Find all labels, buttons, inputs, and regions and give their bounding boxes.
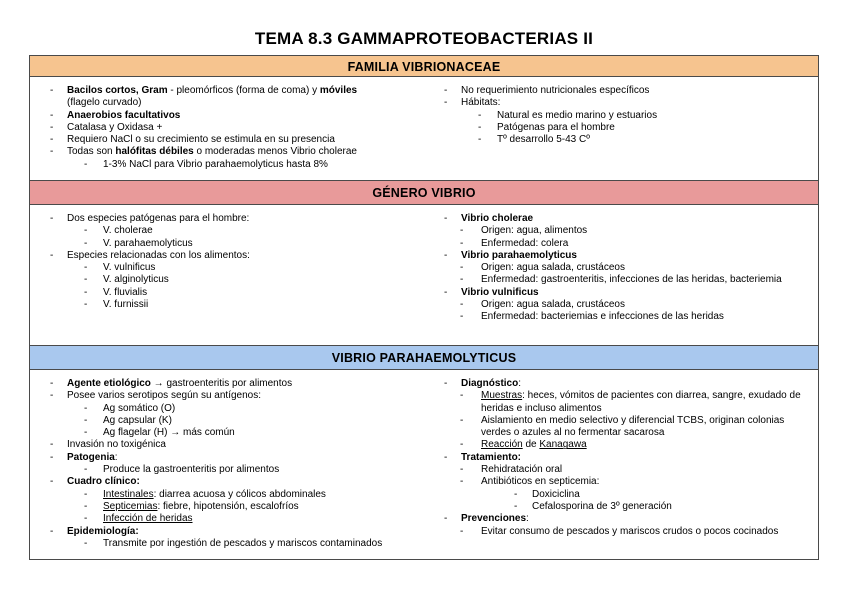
list-item-text: : — [526, 513, 529, 525]
bullet-dash: - — [444, 97, 448, 109]
list-item-text: Requiero NaCl o su crecimiento se estimula en su presencia — [67, 134, 335, 146]
parahaem-left-column — [50, 378, 440, 550]
list-item — [444, 122, 804, 134]
list-item-text: Hábitats: — [461, 97, 501, 109]
list-item-text: Muestras — [481, 390, 523, 402]
list-item-text: Vibrio vulnificus — [461, 286, 539, 298]
bullet-dash: - — [84, 237, 88, 249]
list-item-text: Doxiciclina — [532, 488, 580, 500]
list-item-text: V. furnissii — [103, 299, 149, 311]
bullet-dash: - — [444, 378, 448, 389]
list-item-text: Enfermedad: gastroenteritis, infecciones de las heridas, bacteriemia — [481, 274, 782, 286]
bullet-dash: - — [444, 85, 448, 96]
bullet-dash: - — [84, 513, 88, 525]
bullet-dash: - — [460, 525, 464, 537]
bullet-dash: - — [84, 286, 88, 298]
list-item-text: Enfermedad: colera — [481, 237, 569, 249]
list-item-text: Ag somático (O) — [103, 402, 176, 414]
list-item — [50, 122, 430, 134]
list-item — [444, 526, 806, 538]
list-item-text: Produce la gastroenteritis por alimentos — [103, 464, 280, 476]
bullet-dash: - — [50, 121, 54, 133]
list-item-text: : diarrea acuosa y cólicos abdominales — [153, 488, 326, 500]
section-header-text: VIBRIO PARAHAEMOLYTICUS — [331, 351, 517, 365]
list-item — [444, 390, 806, 415]
bullet-dash: - — [84, 225, 88, 237]
list-item — [50, 85, 430, 97]
list-item-text: V. alginolyticus — [103, 274, 169, 286]
bullet-dash: - — [460, 299, 464, 311]
list-item-text: V. cholerae — [103, 225, 153, 237]
list-item — [444, 225, 806, 237]
section-header-parahaemolyticus — [30, 345, 818, 370]
list-item-text: Ag flagelar (H) → más común — [103, 427, 235, 439]
list-item — [50, 287, 430, 299]
list-item-text: Prevenciones — [461, 513, 527, 525]
list-item — [50, 489, 440, 501]
section-header-genero — [30, 180, 818, 205]
list-item-text: Patogenia — [67, 451, 115, 463]
list-item — [444, 464, 806, 476]
list-item — [444, 134, 804, 146]
list-item — [444, 513, 806, 525]
bullet-dash: - — [460, 274, 464, 286]
genero-right-column — [444, 213, 806, 324]
list-item — [50, 415, 440, 427]
list-item-text: Rehidratación oral — [481, 464, 563, 476]
list-item-text: Intestinales — [103, 488, 154, 500]
list-item — [50, 403, 440, 415]
bullet-dash: - — [444, 513, 448, 525]
bullet-dash: - — [478, 121, 482, 133]
familia-right-column — [444, 85, 804, 146]
list-item — [444, 97, 804, 109]
bullet-dash: - — [50, 213, 54, 224]
bullet-dash: - — [50, 390, 54, 402]
bullet-dash: - — [84, 274, 88, 286]
bullet-dash: - — [50, 378, 54, 389]
list-item-text: (flagelo curvado) — [67, 97, 142, 109]
list-item-text: Aislamiento en medio selectivo y diferencial TCBS, originan colonias verdes o azules al no fermentar sacarosa — [481, 414, 785, 439]
familia-left-column — [50, 85, 430, 171]
list-item-text: de — [522, 439, 540, 451]
bullet-dash: - — [460, 476, 464, 488]
list-item-text: halófitas débiles — [115, 146, 194, 158]
bullet-dash: - — [84, 414, 88, 426]
bullet-dash: - — [84, 427, 88, 439]
bullet-dash: - — [460, 262, 464, 274]
list-item — [444, 476, 806, 488]
list-item — [50, 238, 430, 250]
list-item — [444, 110, 804, 122]
list-item-text: Vibrio cholerae — [461, 213, 534, 224]
list-item — [444, 287, 806, 299]
list-item-text: Infección de heridas — [103, 513, 193, 525]
list-item-text: o moderadas menos Vibrio cholerae — [193, 146, 357, 158]
list-item-text: : heces, vómitos de pacientes con diarrea, sangre, exudado de heridas e incluso alimentos — [481, 390, 801, 414]
bullet-dash: - — [50, 525, 54, 537]
bullet-dash: - — [84, 262, 88, 274]
list-item-text: - pleomórficos (forma de coma) y — [167, 85, 320, 96]
list-item-text: 1-3% NaCl para Vibrio parahaemolyticus hasta 8% — [103, 158, 328, 170]
list-item-text: → gastroenteritis por alimentos — [150, 378, 293, 389]
bullet-dash: - — [460, 414, 464, 426]
bullet-dash: - — [84, 500, 88, 512]
list-item — [50, 146, 430, 158]
list-item — [50, 97, 430, 109]
bullet-dash: - — [50, 439, 54, 451]
list-item — [50, 501, 440, 513]
bullet-dash: - — [444, 286, 448, 298]
list-item — [444, 415, 806, 440]
bullet-dash: - — [444, 451, 448, 463]
list-item — [444, 501, 806, 513]
list-item-text: Transmite por ingestión de pescados y mariscos contaminados — [103, 537, 383, 549]
list-item — [50, 439, 440, 451]
list-item-text: Vibrio parahaemolyticus — [461, 249, 577, 261]
list-item-text: Origen: agua, alimentos — [481, 225, 588, 237]
list-item-text: Tº desarrollo 5-43 Cº — [497, 134, 590, 146]
list-item-text: Especies relacionadas con los alimentos: — [67, 249, 250, 261]
bullet-dash: - — [84, 299, 88, 311]
list-item — [444, 250, 806, 262]
bullet-dash: - — [50, 146, 54, 158]
list-item — [444, 378, 806, 390]
list-item — [444, 452, 806, 464]
list-item — [50, 250, 430, 262]
page-title: TEMA 8.3 GAMMAPROTEOBACTERIAS II — [254, 29, 594, 48]
list-item — [444, 238, 806, 250]
bullet-dash: - — [444, 213, 448, 224]
bullet-dash: - — [460, 237, 464, 249]
list-item-text: Origen: agua salada, crustáceos — [481, 262, 625, 274]
bullet-dash: - — [460, 390, 464, 402]
list-item-text: Agente etiológico — [67, 378, 151, 389]
bullet-dash: - — [50, 451, 54, 463]
bullet-dash: - — [50, 109, 54, 121]
section-header-text: GÉNERO VIBRIO — [372, 186, 476, 200]
bullet-dash: - — [84, 537, 88, 549]
list-item — [50, 427, 440, 439]
list-item-text: Natural es medio marino y estuarios — [497, 109, 658, 121]
bullet-dash: - — [84, 158, 88, 170]
bullet-dash: - — [50, 85, 54, 96]
list-item-text: No requerimiento nutricionales específicos — [461, 85, 650, 96]
genero-left-column — [50, 213, 430, 311]
list-item-text: Dos especies patógenas para el hombre: — [67, 213, 250, 224]
bullet-dash: - — [50, 134, 54, 146]
list-item-text: Origen: agua salada, crustáceos — [481, 299, 625, 311]
list-item-text: Epidemiología: — [67, 525, 139, 537]
bullet-dash: - — [460, 464, 464, 476]
list-item-text: : — [518, 378, 522, 389]
list-item-text: V. vulnificus — [103, 262, 156, 274]
list-item — [50, 110, 430, 122]
list-item — [444, 299, 806, 311]
content-table — [29, 55, 819, 560]
section-header-text: FAMILIA VIBRIONACEAE — [347, 60, 501, 74]
list-item — [444, 311, 806, 323]
list-item-text: Reacción — [481, 439, 523, 451]
bullet-dash: - — [50, 476, 54, 488]
list-item-text: Evitar consumo de pescados y mariscos crudos o pocos cocinados — [481, 525, 779, 537]
list-item-text: Cuadro clínico: — [67, 476, 140, 488]
list-item-text: : fiebre, hipotensión, escalofríos — [157, 500, 299, 512]
list-item — [50, 452, 440, 464]
list-item-text: Enfermedad: bacteriemias e infecciones de las heridas — [481, 311, 724, 323]
bullet-dash: - — [514, 500, 518, 512]
list-item-text: Ag capsular (K) — [103, 414, 172, 426]
list-item — [50, 159, 430, 171]
list-item-text: Antibióticos en septicemia: — [481, 476, 600, 488]
list-item — [50, 464, 440, 476]
list-item-text: Cefalosporina de 3º generación — [532, 500, 672, 512]
list-item-text: Bacilos cortos, Gram — [67, 85, 168, 96]
list-item-text: Invasión no toxigénica — [67, 439, 166, 451]
list-item-text: Posee varios serotipos según su antígenos: — [67, 390, 262, 402]
bullet-dash: - — [460, 439, 464, 451]
list-item-text: : — [114, 451, 118, 463]
list-item — [50, 225, 430, 237]
list-item-text: V. parahaemolyticus — [103, 237, 193, 249]
list-item — [50, 274, 430, 286]
list-item-text: Todas son — [67, 146, 116, 158]
list-item-text: Septicemias — [103, 500, 158, 512]
list-item-text: V. fluvialis — [103, 286, 148, 298]
bullet-dash: - — [444, 249, 448, 261]
bullet-dash: - — [50, 249, 54, 261]
list-item — [50, 134, 430, 146]
list-item — [444, 489, 806, 501]
list-item-text: Anaerobios facultativos — [67, 109, 181, 121]
bullet-dash: - — [478, 134, 482, 146]
list-item — [444, 439, 806, 451]
list-item-text: Diagnóstico — [461, 378, 519, 389]
list-item — [50, 378, 440, 390]
bullet-dash: - — [84, 488, 88, 500]
bullet-dash: - — [460, 311, 464, 323]
list-item — [50, 213, 430, 225]
list-item — [444, 213, 806, 225]
bullet-dash: - — [460, 225, 464, 237]
section-header-familia — [30, 55, 818, 77]
list-item-text: móviles — [319, 85, 358, 96]
bullet-dash: - — [478, 109, 482, 121]
list-item-text: Patógenas para el hombre — [497, 121, 615, 133]
list-item-text: Catalasa y Oxidasa + — [67, 121, 163, 133]
list-item — [50, 526, 440, 538]
list-item — [50, 299, 430, 311]
list-item — [50, 538, 440, 550]
list-item — [444, 85, 804, 97]
bullet-dash: - — [514, 488, 518, 500]
list-item — [444, 274, 806, 286]
bullet-dash: - — [84, 402, 88, 414]
list-item — [50, 390, 440, 402]
list-item-text: Kanagawa — [539, 439, 587, 451]
list-item — [50, 476, 440, 488]
list-item — [444, 262, 806, 274]
list-item — [50, 513, 440, 525]
list-item-text: Tratamiento: — [461, 451, 522, 463]
list-item — [50, 262, 430, 274]
bullet-dash: - — [84, 464, 88, 476]
parahaem-right-column — [444, 378, 806, 538]
